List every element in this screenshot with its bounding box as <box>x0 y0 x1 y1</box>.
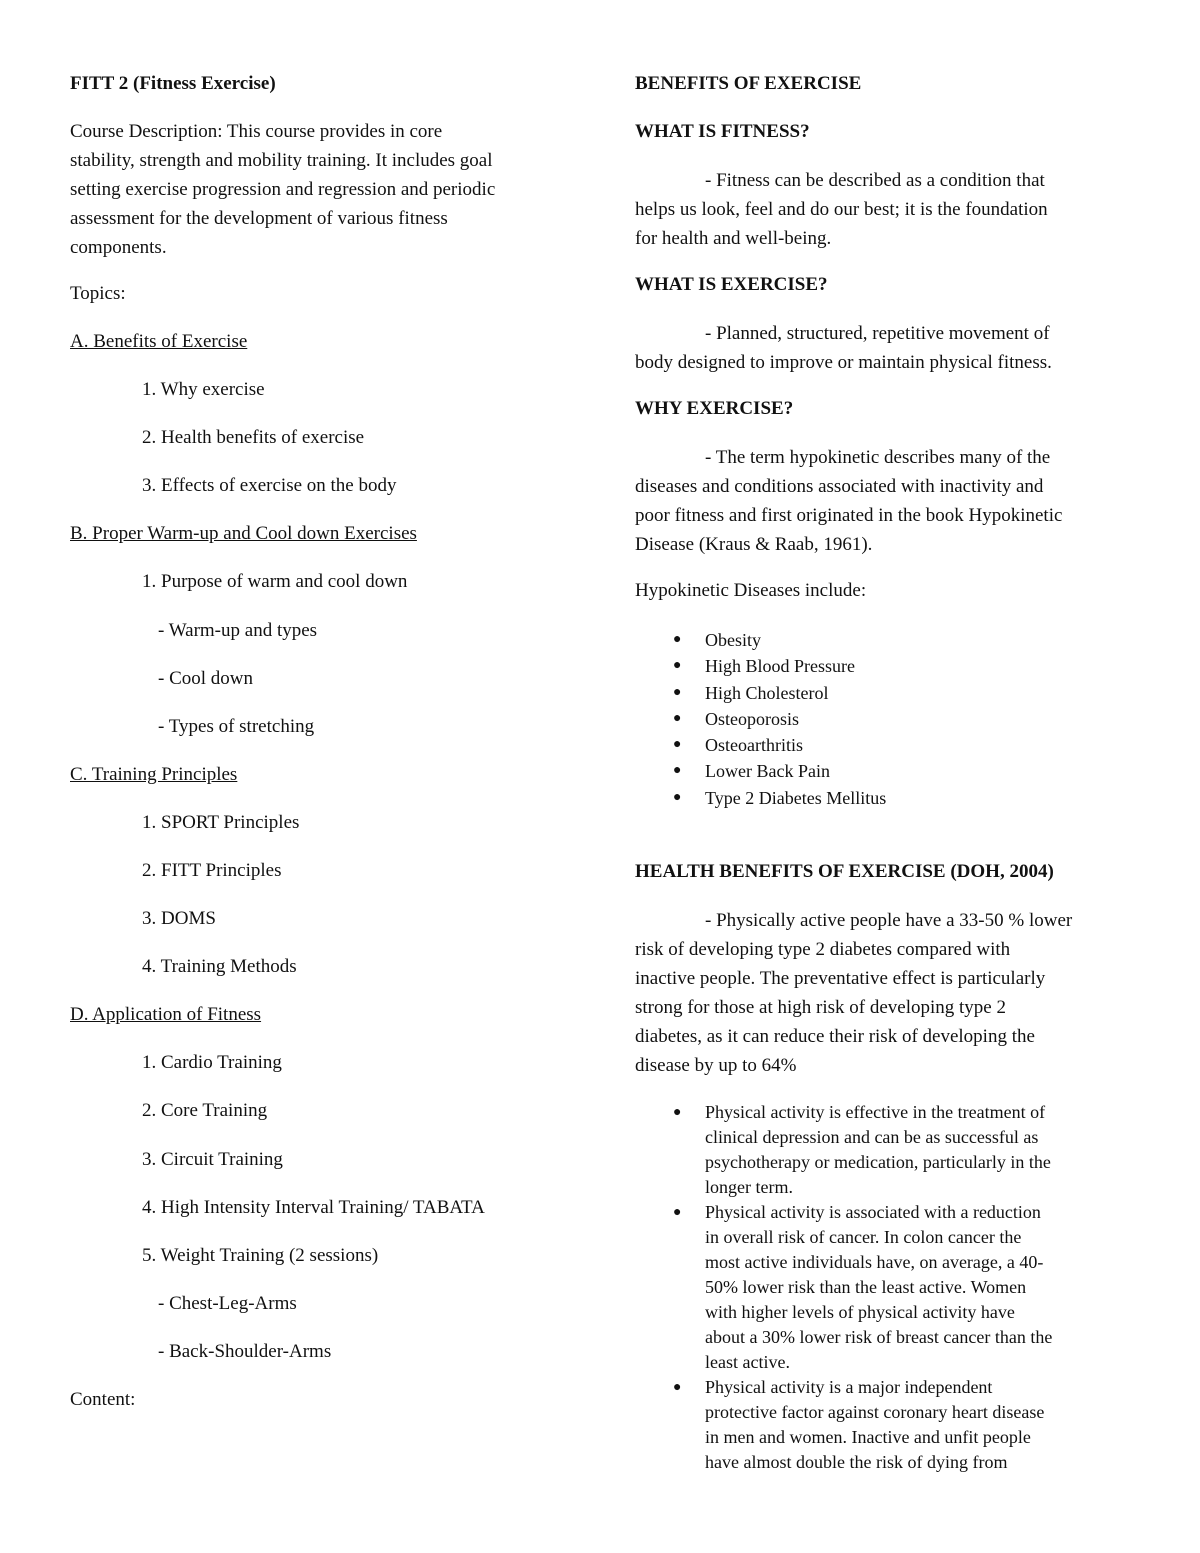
benefit-list <box>635 1100 1135 1475</box>
description-line: components. <box>70 237 167 258</box>
list-item: ● High Cholesterol <box>635 680 1135 706</box>
why-line: - The term hypokinetic describes many of the <box>705 447 1051 468</box>
topic-item: 3. Circuit Training <box>142 1149 283 1170</box>
health-benefits-paragraph <box>635 906 1125 1080</box>
description-line: setting exercise progression and regression and periodic <box>70 179 496 200</box>
bullet-icon: ● <box>673 737 682 753</box>
topic-item: 4. Training Methods <box>142 956 297 977</box>
why-heading: WHY EXERCISE? <box>635 398 794 419</box>
health-benefits-heading: HEALTH BENEFITS OF EXERCISE (DOH, 2004) <box>635 861 1054 882</box>
course-description <box>70 117 560 262</box>
exercise-definition <box>635 319 1125 377</box>
why-line: poor fitness and first originated in the book Hypokinetic <box>635 505 1063 526</box>
topic-subitem: - Warm-up and types <box>158 620 318 641</box>
topic-item: 4. High Intensity Interval Training/ TABATA <box>142 1197 485 1218</box>
disease-list <box>635 627 1135 811</box>
topics-label: Topics: <box>70 283 126 304</box>
description-line: Course Description: This course provides in core <box>70 121 443 142</box>
section-a-heading: A. Benefits of Exercise <box>70 331 248 352</box>
health-line: risk of developing type 2 diabetes compared with <box>635 939 1011 960</box>
bullet-icon: ● <box>673 710 682 726</box>
health-line: inactive people. The preventative effect is particularly <box>635 968 1046 989</box>
topic-item: 5. Weight Training (2 sessions) <box>142 1245 379 1266</box>
list-item: ● Physical activity is a major independent protective factor against coronary heart disease in men and women. Inactive and unfit people have almost double the risk of dying from <box>673 1377 1045 1472</box>
hypokinetic-label: Hypokinetic Diseases include: <box>635 580 867 601</box>
fitness-line: for health and well-being. <box>635 228 832 249</box>
course-title: FITT 2 (Fitness Exercise) <box>70 73 276 94</box>
topic-item: 1. Why exercise <box>142 379 265 400</box>
bullet-icon: ● <box>673 763 682 779</box>
topic-item: 1. Cardio Training <box>142 1052 282 1073</box>
topic-item: 1. SPORT Principles <box>142 812 300 833</box>
list-item: ● Obesity <box>635 627 1135 653</box>
list-item: ● Lower Back Pain <box>635 758 1135 784</box>
bullet-icon: ● <box>673 1105 682 1120</box>
fitness-definition <box>635 166 1125 253</box>
fitness-line: helps us look, feel and do our best; it is the foundation <box>635 199 1048 220</box>
topic-item: 1. Purpose of warm and cool down <box>142 571 408 592</box>
topic-item: 3. DOMS <box>142 908 216 929</box>
topic-subitem: - Cool down <box>158 668 253 689</box>
health-line: diabetes, as it can reduce their risk of developing the <box>635 1026 1035 1047</box>
bullet-icon: ● <box>673 1205 682 1220</box>
bullet-icon: ● <box>673 1380 682 1395</box>
why-paragraph <box>635 443 1125 559</box>
health-line: strong for those at high risk of developing type 2 <box>635 997 1006 1018</box>
list-item: ● Type 2 Diabetes Mellitus <box>635 785 1135 811</box>
section-c-heading: C. Training Principles <box>70 764 238 785</box>
bullet-icon: ● <box>673 632 682 647</box>
topic-subitem: - Types of stretching <box>158 716 315 737</box>
list-item: ● Physical activity is effective in the treatment of clinical depression and can be as successful as psychotherapy or medication, particularly in the longer term. <box>673 1102 1051 1197</box>
topic-item: 2. FITT Principles <box>142 860 282 881</box>
topic-item: 3. Effects of exercise on the body <box>142 475 397 496</box>
topic-item: 2. Health benefits of exercise <box>142 427 365 448</box>
bullet-icon: ● <box>673 789 682 805</box>
benefits-heading: BENEFITS OF EXERCISE <box>635 73 862 94</box>
description-line: stability, strength and mobility training. It includes goal <box>70 150 493 171</box>
bullet-icon: ● <box>673 658 682 674</box>
list-item: ● Osteoarthritis <box>635 732 1135 758</box>
exercise-line: body designed to improve or maintain physical fitness. <box>635 352 1052 373</box>
topic-subitem: - Back-Shoulder-Arms <box>158 1341 332 1362</box>
list-item: ● Physical activity is associated with a reduction in overall risk of cancer. In colon cancer the most active individuals have, on average, a 40- 50% lower risk than the least active. Women with higher levels of physical activity have about a 30% lower risk of breast cancer than the least active. <box>673 1202 1053 1372</box>
health-line: disease by up to 64% <box>635 1055 797 1076</box>
why-line: Disease (Kraus & Raab, 1961). <box>635 534 873 555</box>
section-d-heading: D. Application of Fitness <box>70 1004 262 1025</box>
list-item: ● High Blood Pressure <box>635 653 1135 679</box>
health-line: - Physically active people have a 33-50 % lower <box>705 910 1073 931</box>
exercise-heading: WHAT IS EXERCISE? <box>635 274 828 295</box>
exercise-line: - Planned, structured, repetitive movement of <box>705 323 1050 344</box>
bullet-icon: ● <box>673 684 682 700</box>
why-line: diseases and conditions associated with inactivity and <box>635 476 1044 497</box>
fitness-heading: WHAT IS FITNESS? <box>635 121 810 142</box>
fitness-line: - Fitness can be described as a condition that <box>705 170 1045 191</box>
content-label: Content: <box>70 1389 136 1410</box>
topic-subitem: - Chest-Leg-Arms <box>158 1293 297 1314</box>
topic-item: 2. Core Training <box>142 1100 268 1121</box>
description-line: assessment for the development of various fitness <box>70 208 448 229</box>
section-b-heading: B. Proper Warm-up and Cool down Exercises <box>70 523 417 544</box>
list-item: ● Osteoporosis <box>635 706 1135 732</box>
